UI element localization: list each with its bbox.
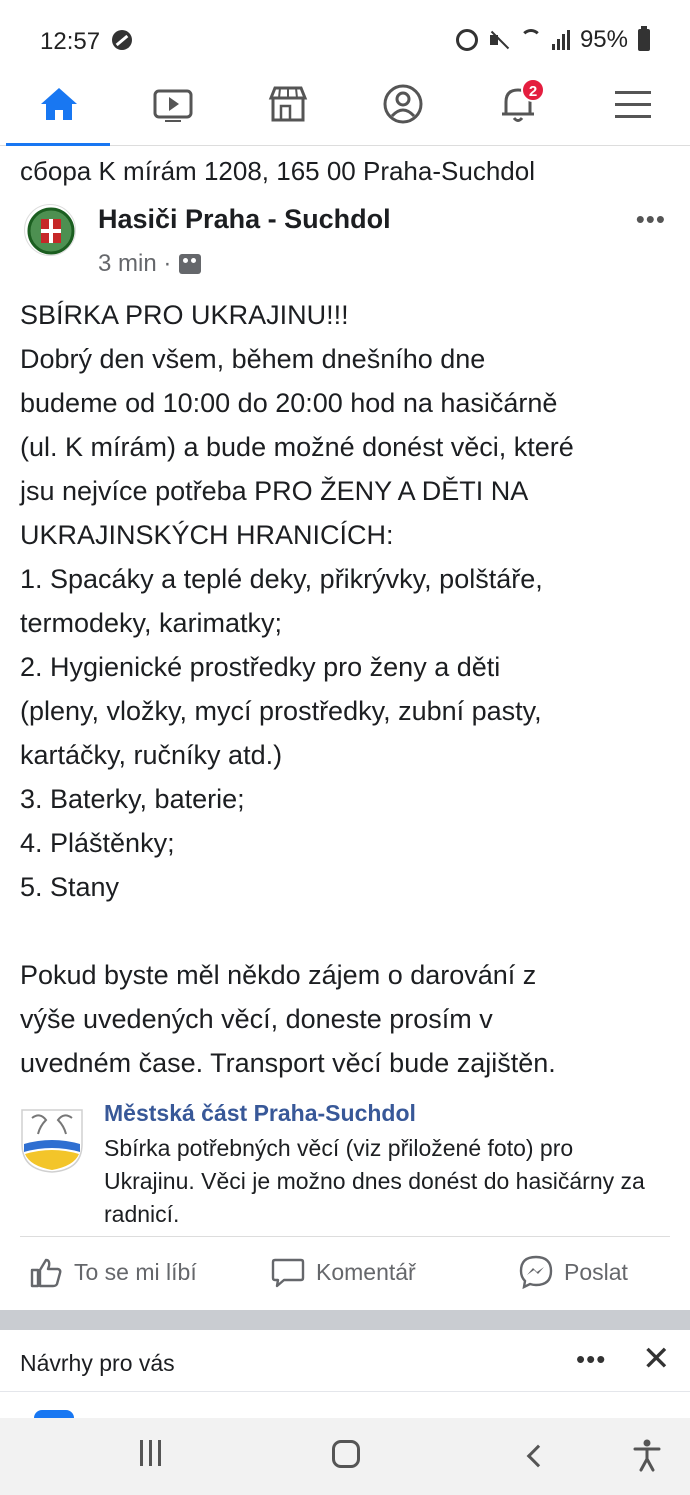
nav-watch[interactable]: [120, 80, 225, 146]
battery-icon: [638, 29, 650, 51]
share-button[interactable]: [518, 1254, 628, 1290]
comment-icon: [270, 1254, 306, 1290]
nav-home[interactable]: [6, 80, 111, 146]
wifi-icon: [520, 29, 542, 51]
post-line: (ul. K mírám) a bude možné donést věci, které: [20, 432, 574, 462]
post-line: uvedném čase. Transport věcí bude zajištěn.: [20, 1048, 556, 1078]
status-time: 12:57: [40, 28, 101, 55]
post-line: 4. Pláštěnky;: [20, 828, 175, 858]
nav-profile[interactable]: [350, 80, 455, 146]
accessibility-icon[interactable]: [632, 1438, 662, 1472]
page-name[interactable]: Hasiči Praha - Suchdol: [98, 204, 391, 234]
page-avatar[interactable]: [24, 204, 76, 256]
suggestions-header: [0, 1330, 690, 1392]
post-options-button[interactable]: •••: [635, 204, 666, 234]
post-line: 1. Spacáky a teplé deky, přikrývky, polštáře,: [20, 564, 543, 594]
post-actions: [0, 1246, 690, 1302]
nav-notifications[interactable]: [465, 80, 570, 146]
post-text: [20, 293, 680, 1085]
menu-icon: [611, 82, 655, 126]
post-time[interactable]: 3 min ·: [98, 250, 172, 277]
android-nav-bar: [0, 1418, 690, 1495]
home-button[interactable]: [332, 1440, 360, 1468]
suggestions-options-button[interactable]: •••: [576, 1344, 607, 1374]
post-line: budeme od 10:00 do 20:00 hod na hasičárně: [20, 388, 558, 418]
post-line: UKRAJINSKÝCH HRANICÍCH:: [20, 520, 394, 550]
active-tab-indicator: [6, 143, 110, 146]
marketplace-icon: [266, 82, 310, 126]
shared-page-name[interactable]: Městská část Praha-Suchdol: [104, 1100, 416, 1126]
status-icons: [456, 26, 650, 54]
post-line: 3. Baterky, baterie;: [20, 784, 245, 814]
post-line: (pleny, vložky, mycí prostředky, zubní pasty,: [20, 696, 542, 726]
paragraph-gap: [20, 909, 680, 953]
post-header: [20, 200, 680, 282]
alarm-icon: [456, 29, 478, 51]
post-line: Pokud byste měl někdo zájem o darování z: [20, 960, 537, 990]
watch-icon: [151, 82, 195, 126]
post-line: 5. Stany: [20, 872, 120, 902]
status-bar: [0, 0, 690, 80]
notification-badge: 2: [521, 78, 545, 102]
do-not-disturb-icon: [112, 30, 132, 50]
shared-post-text: Sbírka potřebných věcí (viz přiložené foto) pro Ukrajinu. Věci je možno dnes donést do hasičárny za radnicí.: [104, 1135, 645, 1227]
nav-marketplace[interactable]: [235, 80, 340, 146]
profile-icon: [381, 82, 425, 126]
suggestions-title: Návrhy pro vás: [20, 1350, 175, 1376]
audience-icon: [179, 254, 201, 274]
fire-brigade-emblem-icon: [25, 205, 76, 256]
post-line: Dobrý den všem, během dnešního dne: [20, 344, 486, 374]
post-line: 2. Hygienické prostředky pro ženy a děti: [20, 652, 501, 682]
comment-label: Komentář: [316, 1258, 416, 1285]
post-line: kartáčky, ručníky atd.): [20, 740, 283, 770]
suchdol-emblem-icon: [16, 1104, 88, 1174]
like-button[interactable]: [28, 1254, 197, 1290]
signal-icon: [552, 30, 570, 50]
post-line: jsu nejvíce potřeba PRO ŽENY A DĚTI NA: [20, 476, 529, 506]
previous-post-text: сбора K mírám 1208, 165 00 Praha-Suchdol: [20, 156, 535, 186]
back-button[interactable]: [527, 1445, 550, 1468]
like-label: To se mi líbí: [74, 1258, 197, 1285]
shared-post[interactable]: [16, 1098, 676, 1232]
mute-icon: [488, 29, 510, 51]
post-line: termodeky, karimatky;: [20, 608, 283, 638]
divider: [20, 1236, 670, 1237]
post-meta: [98, 250, 201, 278]
nav-menu[interactable]: [580, 80, 685, 146]
post-line: SBÍRKA PRO UKRAJINU!!!: [20, 300, 349, 330]
post-line: výše uvedených věcí, doneste prosím v: [20, 1004, 493, 1034]
comment-button[interactable]: [270, 1254, 416, 1290]
messenger-icon: [518, 1254, 554, 1290]
close-icon[interactable]: ✕: [642, 1340, 671, 1378]
recents-button[interactable]: [140, 1440, 161, 1466]
thumbs-up-icon: [28, 1254, 64, 1290]
battery-percent: 95%: [579, 26, 628, 53]
home-icon: [37, 82, 81, 126]
next-post-avatar: [34, 1410, 74, 1418]
feed-separator: [0, 1310, 690, 1330]
share-label: Poslat: [564, 1258, 628, 1285]
facebook-nav-bar: [0, 80, 690, 146]
